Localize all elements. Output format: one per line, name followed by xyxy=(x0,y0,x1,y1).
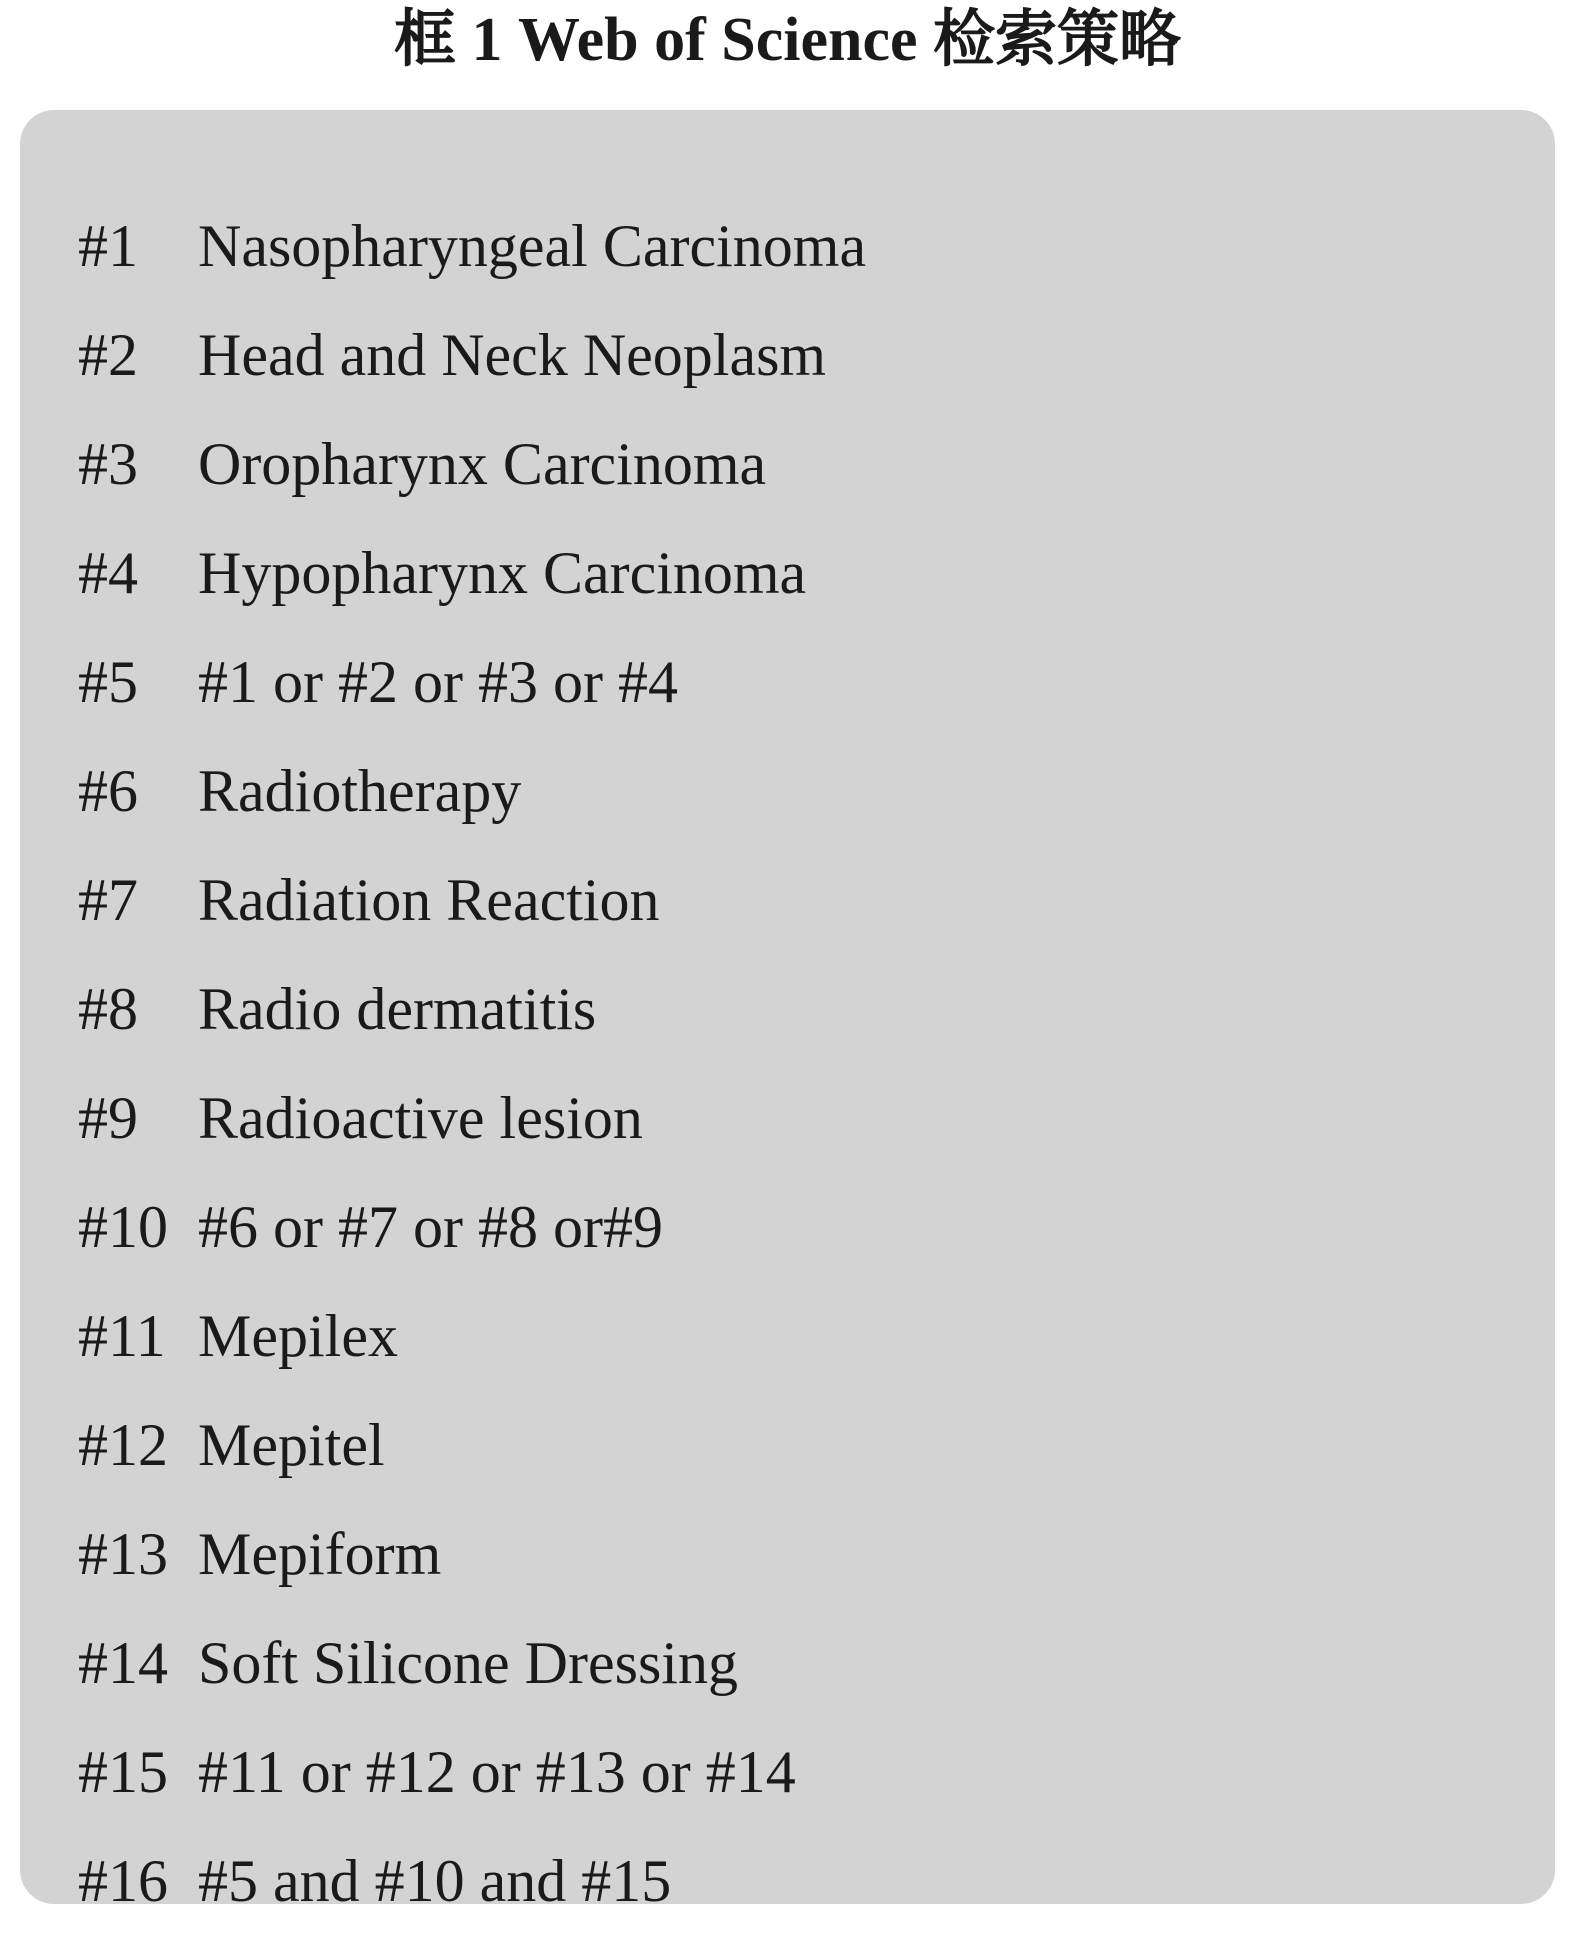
step-number: #8 xyxy=(78,976,138,1042)
search-step-row xyxy=(20,737,1555,846)
search-step-row xyxy=(20,1827,1555,1936)
search-step-row xyxy=(20,846,1555,955)
step-query: Nasopharyngeal Carcinoma xyxy=(198,213,867,279)
step-query: Soft Silicone Dressing xyxy=(198,1630,738,1696)
step-query: #1 or #2 or #3 or #4 xyxy=(198,649,678,715)
step-number: #11 xyxy=(78,1303,166,1369)
step-query: #11 or #12 or #13 or #14 xyxy=(198,1739,796,1805)
step-number: #10 xyxy=(78,1194,168,1260)
search-step-row xyxy=(20,1609,1555,1718)
search-step-row xyxy=(20,192,1555,301)
step-query: Radio dermatitis xyxy=(198,976,597,1042)
step-number: #3 xyxy=(78,431,138,497)
step-query: #5 and #10 and #15 xyxy=(198,1848,672,1914)
step-number: #14 xyxy=(78,1630,168,1696)
step-query: Mepitel xyxy=(198,1412,385,1478)
search-step-row xyxy=(20,955,1555,1064)
search-step-row xyxy=(20,628,1555,737)
search-step-row xyxy=(20,1173,1555,1282)
search-step-row xyxy=(20,519,1555,628)
step-number: #12 xyxy=(78,1412,168,1478)
search-step-row xyxy=(20,1391,1555,1500)
step-query: Head and Neck Neoplasm xyxy=(198,322,827,388)
step-query: Mepilex xyxy=(198,1303,398,1369)
step-number: #4 xyxy=(78,540,138,606)
search-step-row xyxy=(20,410,1555,519)
step-query: Radiation Reaction xyxy=(198,867,660,933)
step-number: #7 xyxy=(78,867,138,933)
step-query: Radiotherapy xyxy=(198,758,522,824)
step-query: Hypopharynx Carcinoma xyxy=(198,540,807,606)
search-strategy-box xyxy=(20,110,1555,1914)
step-number: #9 xyxy=(78,1085,138,1151)
search-step-row xyxy=(20,1282,1555,1391)
step-query: #6 or #7 or #8 or#9 xyxy=(198,1194,663,1260)
step-number: #16 xyxy=(78,1848,168,1914)
step-number: #15 xyxy=(78,1739,168,1805)
box-title: 框 1 Web of Science 检索策略 xyxy=(394,6,1181,74)
step-query: Oropharynx Carcinoma xyxy=(198,431,767,497)
search-strategy-list xyxy=(20,192,1555,1936)
step-number: #13 xyxy=(78,1521,168,1587)
search-step-row xyxy=(20,301,1555,410)
search-step-row xyxy=(20,1718,1555,1827)
search-step-row xyxy=(20,1064,1555,1173)
step-number: #2 xyxy=(78,322,138,388)
step-number: #6 xyxy=(78,758,138,824)
step-query: Radioactive lesion xyxy=(198,1085,643,1151)
step-number: #5 xyxy=(78,649,138,715)
step-query: Mepiform xyxy=(198,1521,442,1587)
search-step-row xyxy=(20,1500,1555,1609)
step-number: #1 xyxy=(78,213,138,279)
